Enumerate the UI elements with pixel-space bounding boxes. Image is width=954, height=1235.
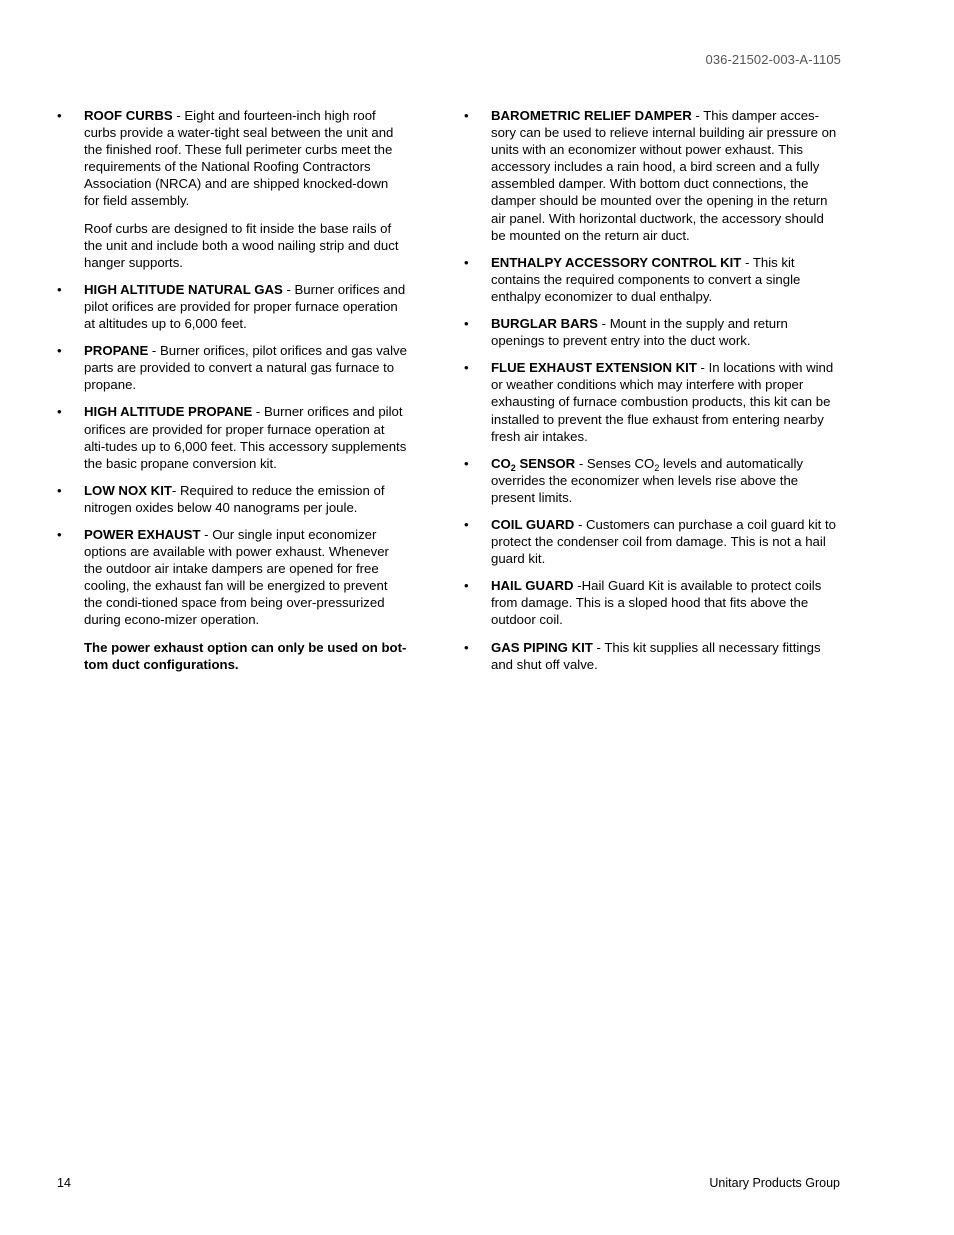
list-item-burglar-bars [464,315,842,349]
item-term: BURGLAR BARS [491,316,598,332]
bullet: • [464,316,469,332]
item-paragraph-2: Roof curbs are designed to fit inside the base rails of the unit and include both a wood nailing strip and duct hanger supports. [84,220,399,270]
term-subscript: 2 [510,462,516,473]
item-term: FLUE EXHAUST EXTENSION KIT [491,360,697,376]
item-term: GAS PIPING KIT [491,639,593,655]
left-column [57,107,407,683]
item-paragraph [491,254,842,305]
bullet: • [57,343,62,359]
list-item-hail-guard [464,577,842,628]
item-paragraph [491,639,842,673]
item-paragraph [491,107,842,244]
bullet: • [57,482,62,498]
item-paragraph [84,342,407,393]
item-text: - Mount in the supply and return openings to prevent entry into the duct work. [491,316,788,349]
item-term [491,456,575,471]
item-paragraph [491,315,842,349]
item-term: HAIL GUARD [491,578,574,594]
list-item-high-altitude-propane [57,403,407,471]
list-item-low-nox-kit [57,482,407,516]
item-term: LOW NOX KIT [84,482,172,498]
item-text: - Burner orifices and pilot orifices are provided for proper furnace operation at alti-tudes up to 6,000 feet. This accessory supplements the basic propane conversion kit. [84,404,407,471]
item-term: PROPANE [84,343,149,359]
bullet: • [57,404,62,420]
item-paragraph [84,107,407,210]
item-text: - This damper acces-sory can be used to relieve internal building air pressure on units with an economizer without power exhaust. This accessory includes a rain hood, a bird screen and a fully assembled damper. With bottom duct connections, the damper should be mounted over the opening in the return air panel. With horizontal ductwork, the accessory should be mounted on the return air duct. [491,108,837,243]
item-text: - This kit contains the required components to convert a single enthalpy economizer to dual enthalpy. [491,254,801,304]
item-paragraph [84,403,407,471]
bullet: • [464,360,469,376]
item-term: HIGH ALTITUDE PROPANE [84,404,253,420]
item-paragraph [84,526,407,629]
list-item-power-exhaust [57,526,407,673]
item-term: ROOF CURBS [84,108,173,123]
list-item-propane [57,342,407,393]
bullet: • [464,578,469,594]
text-suffix: levels and automatically overrides the economizer when levels rise above the present limits. [491,455,803,505]
item-paragraph [491,577,842,628]
term-prefix: CO [491,455,511,471]
list-item-co2-sensor [464,455,842,506]
bullet: • [57,108,62,123]
term-suffix: SENSOR [515,455,576,471]
bullet: • [464,516,469,532]
list-item-roof-curbs [57,107,407,271]
item-paragraph [491,359,842,444]
page-number: 14 [57,1176,71,1190]
bullet: • [57,526,62,542]
bullet: • [464,455,469,471]
list-item-barometric-relief-damper [464,107,842,244]
list-item-high-altitude-natural-gas [57,281,407,332]
list-item-coil-guard [464,516,842,567]
item-text: - Our single input economizer options are available with power exhaust. Whenever the outdoor air intake dampers are opened for free cooling, the exhaust fan will be energized to prevent the condi-tioned space from being over-pressurized during econo-mizer operation. [84,526,389,628]
item-text: - Required to reduce the emission of nitrogen oxides below 40 nanograms per joule. [84,482,385,515]
bullet: • [464,254,469,270]
bullet: • [57,281,62,297]
bullet: • [464,108,469,123]
item-text: - Customers can purchase a coil guard kit to protect the condenser coil from damage. This is not a hail guard kit. [491,516,836,567]
item-paragraph [491,516,842,567]
doc-number: 036-21502-003-A-1105 [705,52,841,67]
list-item-flue-exhaust-extension-kit [464,359,842,444]
item-text: -Hail Guard Kit is available to protect coils from damage. This is a sloped hood that fits above the outdoor coil. [491,578,822,628]
item-paragraph [84,482,407,516]
right-column [464,107,842,683]
bullet: • [464,639,469,655]
item-text: - This kit supplies all necessary fittings and shut off valve. [491,639,821,672]
text-prefix: - Senses CO [575,455,655,471]
power-exhaust-note: The power exhaust option can only be used on bot-tom duct configurations. [84,639,407,672]
list-item-gas-piping-kit [464,639,842,673]
item-term: ENTHALPY ACCESSORY CONTROL KIT [491,254,742,270]
item-paragraph [491,455,842,506]
item-term: POWER EXHAUST [84,526,201,542]
text-subscript: 2 [654,462,660,473]
list-item-enthalpy-accessory-control-kit [464,254,842,305]
footer-company: Unitary Products Group [709,1176,840,1190]
item-text: - Burner orifices and pilot orifices are provided for proper furnace operation at altitudes up to 6,000 feet. [84,281,406,332]
item-term: HIGH ALTITUDE NATURAL GAS [84,281,283,297]
item-term: COIL GUARD [491,516,575,532]
item-text: - Eight and fourteen-inch high roof curbs provide a water-tight seal between the unit and the finished roof. These full perimeter curbs meet the requirements of the National Roofing Contractors Association (NRCA) and are shipped knocked-down for field assembly. [84,108,394,209]
item-term: BAROMETRIC RELIEF DAMPER [491,108,692,123]
item-paragraph [84,281,407,332]
item-text: - In locations with wind or weather conditions which may interfere with proper exhausting of furnace combustion products, this kit can be installed to prevent the flue exhaust from entering nearby fresh air intakes. [491,360,834,444]
item-text: - Burner orifices, pilot orifices and gas valve parts are provided to convert a natural gas furnace to propane. [84,343,407,393]
